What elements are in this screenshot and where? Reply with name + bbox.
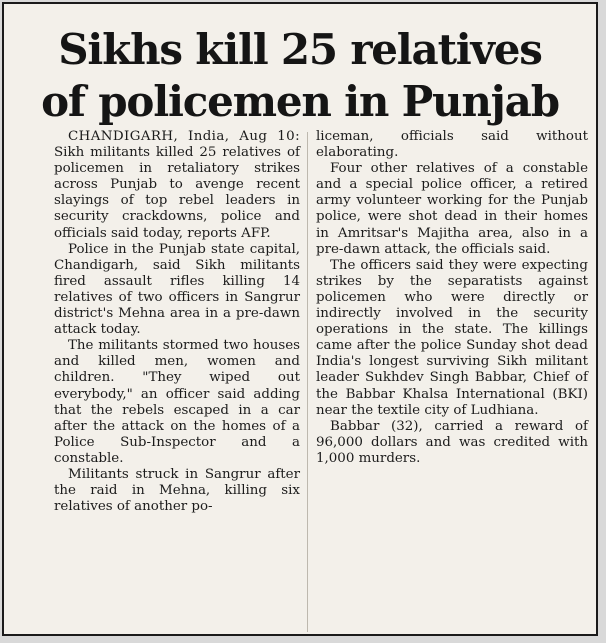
headline-line-2: of policemen in Punjab (41, 77, 559, 126)
column-divider (307, 132, 308, 632)
article-paragraph: The militants stormed two houses and killed men, women and children. "They wiped out everybody," an officer said adding that the rebels escaped in a car after the attack on the homes of a Police Sub-Inspector and a constable. (54, 338, 300, 466)
article-column-left (54, 129, 300, 515)
article-paragraph: The officers said they were expecting strikes by the separatists against policemen who were directly or indirectly involved in the security operations in the state. The killings came after the police Sunday shot dead India's longest surviving Sikh militant leader Sukhdev Singh Babbar, Chief of the Babbar Khalsa International (BKI) near the textile city of Ludhiana. (316, 257, 588, 418)
newspaper-clipping (2, 2, 598, 636)
headline-line-1: Sikhs kill 25 relatives (58, 25, 542, 74)
headline (4, 24, 596, 128)
dateline: CHANDIGARH, India, Aug 10: (68, 129, 300, 144)
article-paragraph: liceman, officials said without elaborating. (316, 129, 588, 161)
article-paragraph-text: Sikh militants killed 25 relatives of policemen in retaliatory strikes across Punjab to avenge recent slayings of top rebel leaders in security crackdowns, police and officials said today, reports AFP. (54, 145, 300, 241)
article-paragraph (54, 129, 300, 242)
article-paragraph: Police in the Punjab state capital, Chandigarh, said Sikh militants fired assault rifles killing 14 relatives of two officers in Sangrur district's Mehna area in a pre-dawn attack today. (54, 241, 300, 338)
article-paragraph: Babbar (32), carried a reward of 96,000 dollars and was credited with 1,000 murders. (316, 418, 588, 466)
article-paragraph: Four other relatives of a constable and a special police officer, a retired army volunteer working for the Punjab police, were shot dead in their homes in Amritsar's Majitha area, also in a pre-dawn attack, the officials said. (316, 161, 588, 257)
article-paragraph: Militants struck in Sangrur after the raid in Mehna, killing six relatives of another po- (54, 466, 300, 515)
article-column-right (316, 129, 588, 467)
